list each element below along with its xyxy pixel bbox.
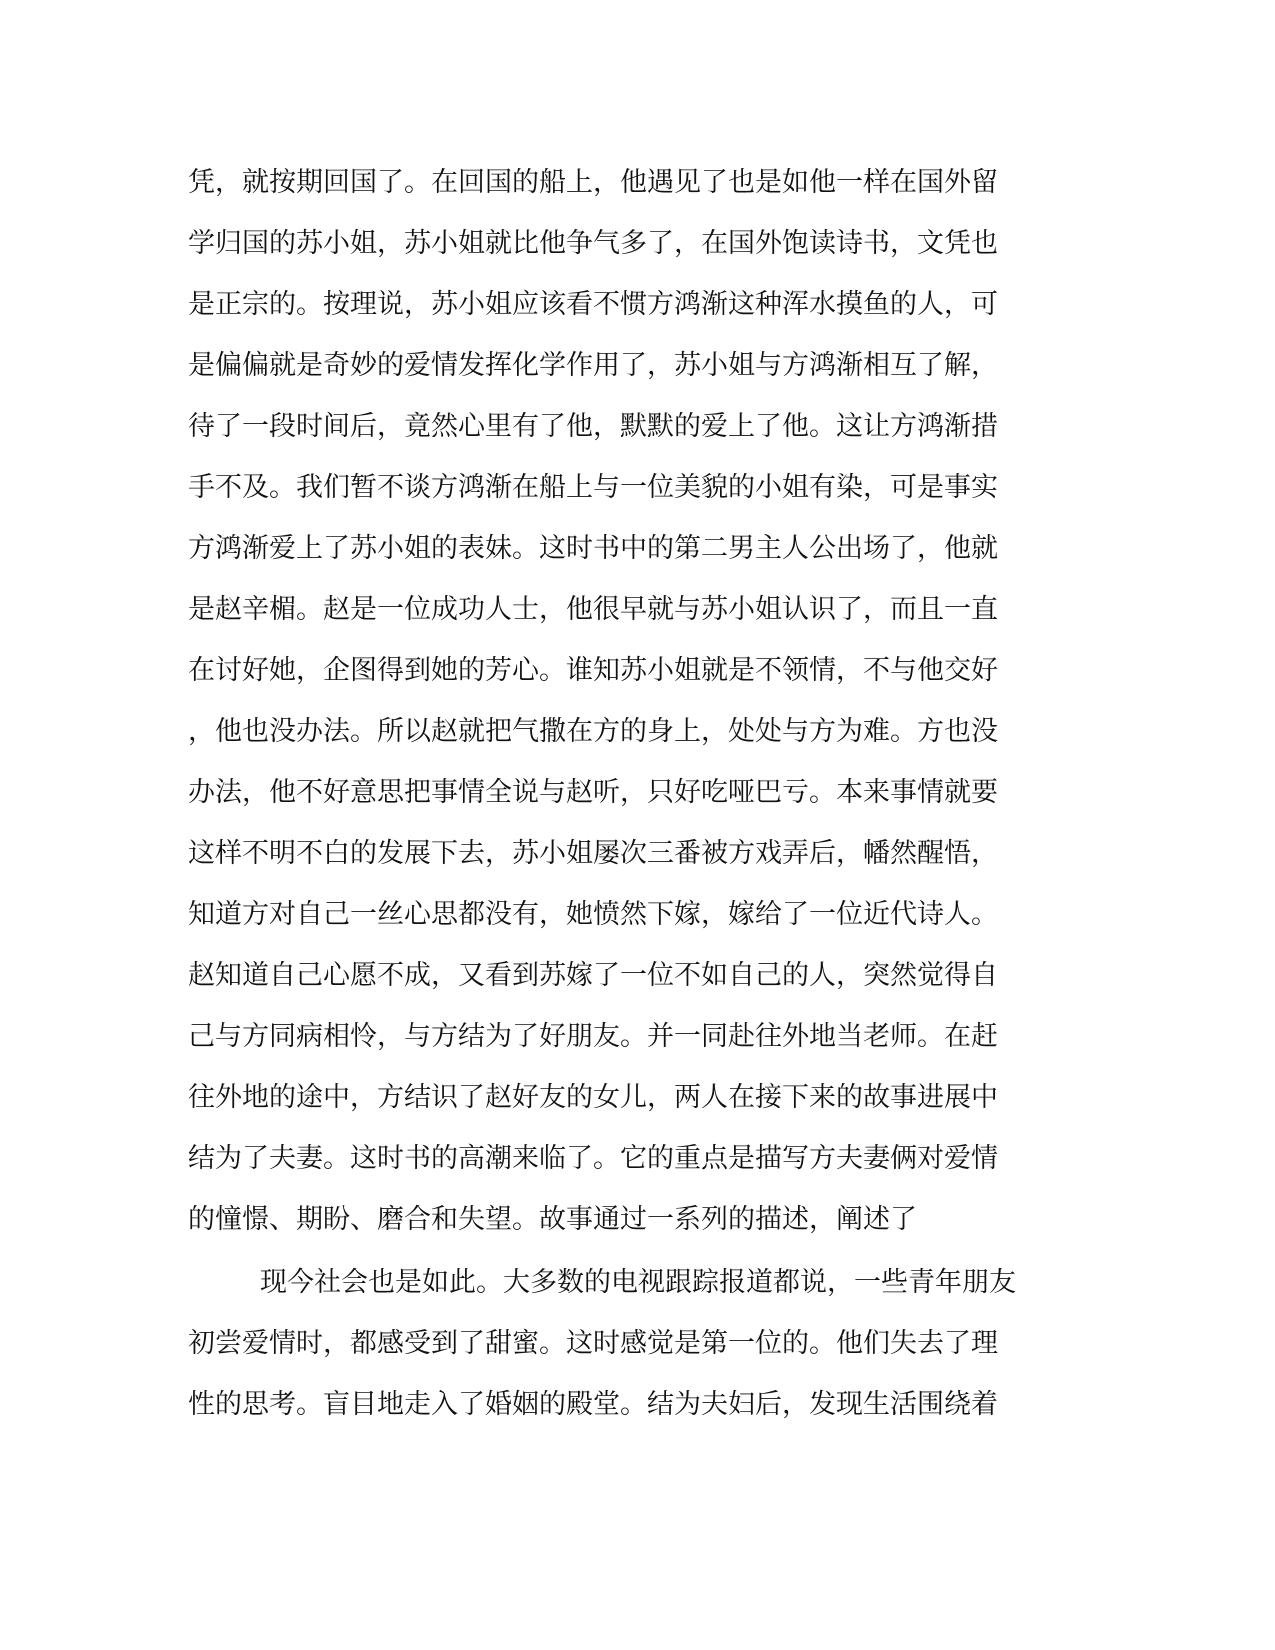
text-line: 凭，就按期回国了。在回国的船上，他遇见了也是如他一样在国外留 (188, 167, 998, 198)
text-line: 己与方同病相怜，与方结为了好朋友。并一同赴往外地当老师。在赶 (188, 1021, 998, 1052)
text-line: 是偏偏就是奇妙的爱情发挥化学作用了，苏小姐与方鸿渐相互了解， (188, 350, 998, 381)
text-line: 的憧憬、期盼、磨合和失望。故事通过一系列的描述，阐述了 (188, 1204, 917, 1235)
text-line: 往外地的途中，方结识了赵好友的女儿，两人在接下来的故事进展中 (188, 1082, 998, 1113)
text-line: 是赵辛楣。赵是一位成功人士，他很早就与苏小姐认识了，而且一直 (188, 594, 998, 625)
text-line: 方鸿渐爱上了苏小姐的表妹。这时书中的第二男主人公出场了，他就 (188, 533, 998, 564)
text-line: 是正宗的。按理说，苏小姐应该看不惯方鸿渐这种浑水摸鱼的人，可 (188, 289, 998, 320)
text-line: 在讨好她，企图得到她的芳心。谁知苏小姐就是不领情，不与他交好 (188, 655, 998, 686)
text-line: 知道方对自己一丝心思都没有，她愤然下嫁，嫁给了一位近代诗人。 (188, 899, 998, 930)
text-line: 办法，他不好意思把事情全说与赵听，只好吃哑巴亏。本来事情就要 (188, 777, 998, 808)
document-body (188, 163, 1068, 1446)
text-line: 性的思考。盲目地走入了婚姻的殿堂。结为夫妇后，发现生活围绕着 (188, 1389, 998, 1420)
text-line: 这样不明不白的发展下去，苏小姐屡次三番被方戏弄后，幡然醒悟， (188, 838, 998, 869)
text-line: 学归国的苏小姐，苏小姐就比他争气多了，在国外饱读诗书，文凭也 (188, 228, 998, 259)
text-line: 待了一段时间后，竟然心里有了他，默默的爱上了他。这让方鸿渐措 (188, 411, 998, 442)
text-line: 结为了夫妻。这时书的高潮来临了。它的重点是描写方夫妻俩对爱情 (188, 1143, 998, 1174)
text-line: 手不及。我们暂不谈方鸿渐在船上与一位美貌的小姐有染，可是事实 (188, 472, 998, 503)
text-line: 初尝爱情时，都感受到了甜蜜。这时感觉是第一位的。他们失去了理 (188, 1328, 998, 1359)
text-line: 现今社会也是如此。大多数的电视跟踪报道都说，一些青年朋友 (260, 1267, 1016, 1298)
text-line: 赵知道自己心愿不成，又看到苏嫁了一位不如自己的人，突然觉得自 (188, 960, 998, 991)
text-line: ，他也没办法。所以赵就把气撒在方的身上，处处与方为难。方也没 (188, 716, 998, 747)
